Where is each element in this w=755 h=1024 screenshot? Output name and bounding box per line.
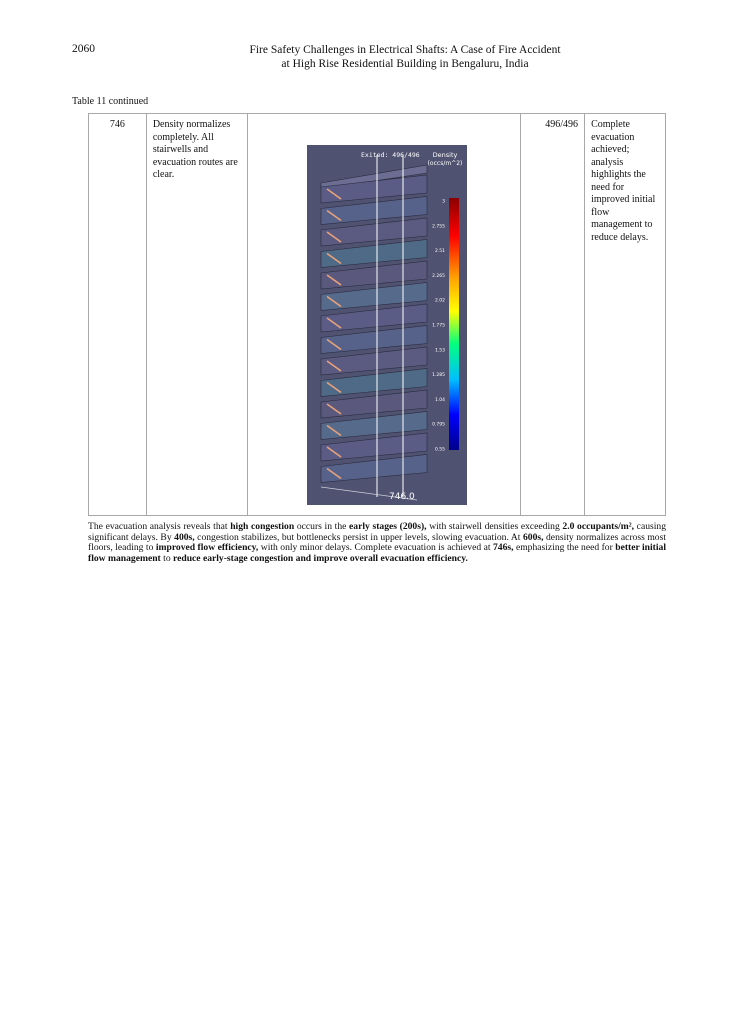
colorbar-tick-label: 1.53 <box>434 348 445 354</box>
running-title <box>200 43 610 71</box>
table-row <box>89 114 666 516</box>
occupants-cell: 496/496 <box>521 114 585 516</box>
summary-text: with only minor delays. Complete evacuation is achieved at <box>258 542 493 554</box>
density-units-label: (occs/m^2) <box>427 160 462 167</box>
summary-emphasis: 2.0 occupants/m², <box>562 521 635 532</box>
colorbar-tick-label: 2.265 <box>431 273 445 279</box>
summary-paragraph <box>88 522 666 564</box>
summary-emphasis: improved flow efficiency, <box>155 542 259 554</box>
summary-emphasis: 600s, <box>522 531 544 543</box>
figure-cell <box>247 114 521 516</box>
results-table <box>88 113 666 516</box>
summary-text: with stairwell densities exceeding <box>426 521 563 532</box>
density-label: Density <box>432 151 457 159</box>
colorbar-tick-label: 2.02 <box>434 298 445 304</box>
summary-text: occurs in the <box>294 521 350 532</box>
summary-text: The evacuation analysis reveals that <box>88 521 231 532</box>
summary-emphasis: 746s, <box>492 542 514 554</box>
summary-emphasis: better initial flow management <box>88 542 667 564</box>
simulation-render <box>307 145 467 505</box>
summary-text: causing significant delays. By <box>88 521 666 543</box>
colorbar-tick-label: 0.795 <box>431 422 445 428</box>
observation-cell: Complete evacuation achieved; analysis highlights the need for improved initial flow management to reduce delays. <box>585 114 666 516</box>
density-colorbar <box>449 198 459 450</box>
summary-emphasis: high congestion <box>230 521 295 532</box>
summary-text: congestion stabilizes, but bottlenecks persist in upper levels, slowing evacuation. At <box>194 531 523 543</box>
description-cell: Density normalizes completely. All stairwells and evacuation routes are clear. <box>146 114 247 516</box>
summary-emphasis: reduce early-stage congestion and improve overall evacuation efficiency. <box>173 552 468 564</box>
exited-counter: Exited: 496/496 <box>360 151 420 159</box>
running-title-line-1: Fire Safety Challenges in Electrical Shafts: A Case of Fire Accident <box>249 44 561 56</box>
running-title-line-2: at High Rise Residential Building in Bengaluru, India <box>281 58 529 70</box>
colorbar-tick-label: 1.775 <box>431 323 445 329</box>
table-caption: Table 11 continued <box>72 96 149 107</box>
summary-emphasis: early stages (200s), <box>349 521 427 532</box>
summary-text: emphasizing the need for <box>513 542 616 554</box>
summary-emphasis: 400s, <box>174 531 195 543</box>
summary-text: to <box>160 552 174 564</box>
evacuation-simulation-figure <box>307 145 467 505</box>
time-cell: 746 <box>89 114 147 516</box>
summary-text: density normalizes across most floors, leading to <box>88 531 666 554</box>
colorbar-tick-label: 2.51 <box>434 249 445 255</box>
colorbar-tick-label: 1.285 <box>431 373 445 379</box>
colorbar-tick-label: 1.04 <box>434 397 445 403</box>
colorbar-tick-label: 0.55 <box>434 447 445 453</box>
simulation-time-label: 746.0 <box>388 492 415 502</box>
colorbar-tick-label: 2.755 <box>431 224 445 230</box>
colorbar-tick-label: 3 <box>441 199 445 205</box>
page-number: 2060 <box>72 43 95 55</box>
